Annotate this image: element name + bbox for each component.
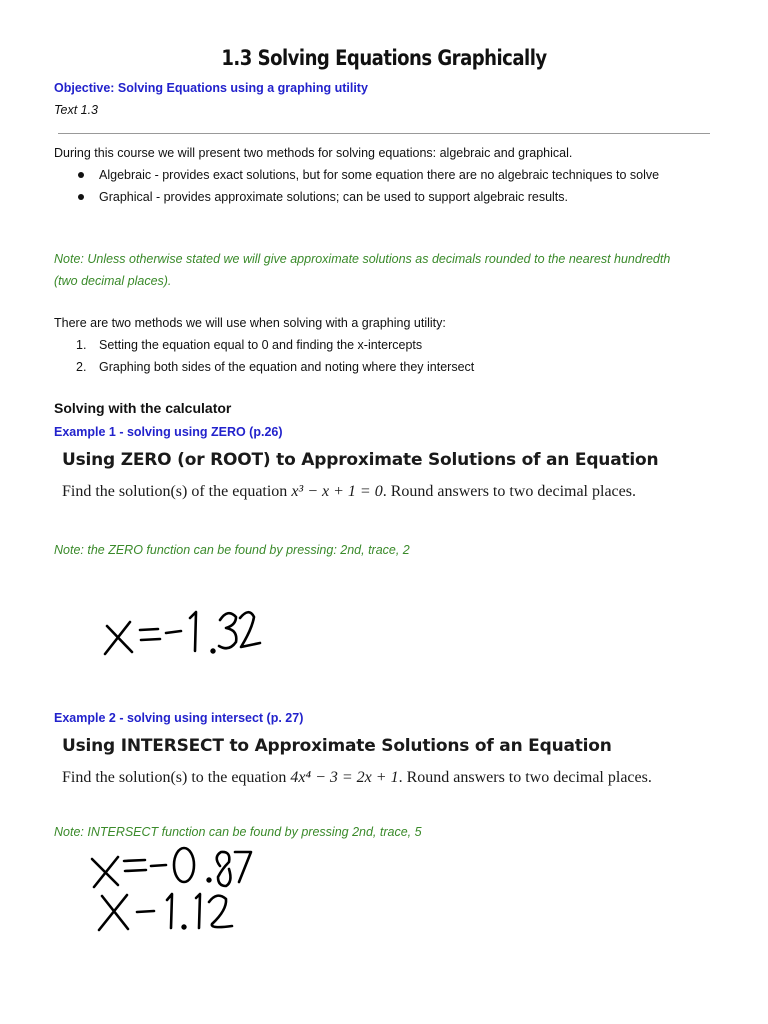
problem-text: . Round answers to two decimal places. (398, 769, 652, 786)
objective-line: Objective: Solving Equations using a graphing utility (54, 81, 368, 95)
methods-intro: There are two methods we will use when solving with a graphing utility: (54, 316, 446, 330)
section-heading: Solving with the calculator (54, 400, 232, 416)
bullet-text: Graphical - provides approximate solutions; can be used to support algebraic results. (99, 190, 569, 204)
handwritten-answer-example2-first (92, 848, 251, 887)
example1-note: Note: the ZERO function can be found by pressing: 2nd, trace, 2 (54, 543, 410, 557)
text-reference: Text 1.3 (54, 103, 99, 117)
equation: 4x⁴ − 3 = 2x + 1 (290, 769, 399, 786)
example1-label: Example 1 - solving using ZERO (p.26) (54, 425, 283, 439)
example2-note: Note: INTERSECT function can be found by pressing 2nd, trace, 5 (54, 825, 422, 839)
method-text: Setting the equation equal to 0 and finding the x-intercepts (99, 338, 423, 352)
handwritten-answer-example2-second (99, 894, 232, 930)
handwritten-answer-example1 (105, 612, 260, 654)
method-number: 2. (76, 360, 87, 374)
method-text: Graphing both sides of the equation and noting where they intersect (99, 360, 475, 374)
intro-paragraph: During this course we will present two methods for solving equations: algebraic and graphical. (54, 146, 573, 160)
problem-text: Find the solution(s) of the equation (62, 483, 292, 500)
page-title: 1.3 Solving Equations Graphically (221, 46, 547, 70)
rounding-note: Note: Unless otherwise stated we will give approximate solutions as decimals rounded to the nearest hundredth (two decimal places). (54, 252, 671, 288)
method-number: 1. (76, 338, 87, 352)
equation: x³ − x + 1 = 0 (291, 483, 383, 500)
problem-text: Find the solution(s) to the equation (62, 769, 291, 786)
example2-book-heading: Using INTERSECT to Approximate Solutions of an Equation (62, 736, 612, 756)
example1-book-heading: Using ZERO (or ROOT) to Approximate Solutions of an Equation (62, 450, 659, 470)
problem-text: . Round answers to two decimal places. (382, 483, 636, 500)
example2-label: Example 2 - solving using intersect (p. 27) (54, 711, 304, 725)
bullet-text: Algebraic - provides exact solutions, but for some equation there are no algebraic techniques to solve (99, 168, 660, 182)
